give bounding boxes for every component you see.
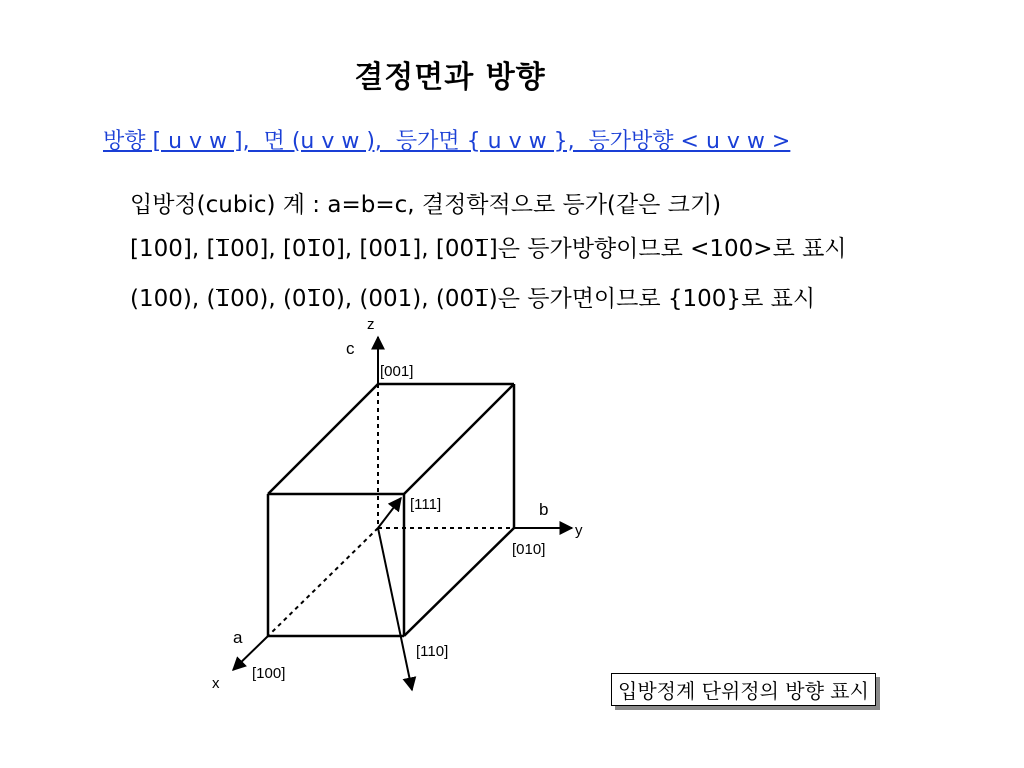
axis-y-label: y <box>575 522 583 539</box>
cube-edge <box>404 384 514 494</box>
overbar-digit: 1 <box>215 286 231 312</box>
figure-caption: 입방정계 단위정의 방향 표시 <box>611 673 876 706</box>
direction-001-label: [001] <box>380 363 414 380</box>
direction-110-arrow <box>378 528 412 690</box>
direction-010-label: [010] <box>512 541 546 558</box>
page-title: 결정면과 방향 <box>354 60 546 95</box>
cube-edge <box>404 528 514 636</box>
text-segment: 00), (0 <box>230 286 307 312</box>
text-segment: 0], [001], [00 <box>321 236 475 262</box>
hidden-edge <box>268 528 378 636</box>
text-segment: ]은 등가방향이므로 <100>로 표시 <box>488 236 847 262</box>
notation-link[interactable]: 방향 [ u v w ], 면 (u v w ), 등가면 { u v w }, 등가방향 < u v w > <box>103 129 791 154</box>
direction-100-label: [100] <box>252 665 286 682</box>
axis-z-label: z <box>367 316 375 333</box>
text-segment: [100], [ <box>130 236 216 262</box>
overbar-digit: 1 <box>306 286 322 312</box>
direction-111-label: [111] <box>410 496 442 513</box>
axis-x-label: x <box>212 675 220 692</box>
cubic-system-text: 입방정(cubic) 계 : a=b=c, 결정학적으로 등가(같은 크기) <box>130 192 722 218</box>
overbar-digit: 1 <box>215 236 231 262</box>
overbar-digit: 1 <box>474 286 489 312</box>
axis-a-label: a <box>233 628 243 647</box>
overbar-digit: 1 <box>306 236 322 262</box>
text-segment: 0), (001), (00 <box>321 286 475 312</box>
axis-c-label: c <box>346 339 355 358</box>
text-segment: (100), ( <box>130 286 216 312</box>
direction-110-label: [110] <box>416 643 449 660</box>
axis-b-label: b <box>539 500 549 519</box>
text-segment: 00], [0 <box>230 236 307 262</box>
text-segment: )은 등가면이므로 {100}로 표시 <box>488 286 816 312</box>
overbar-digit: 1 <box>474 236 489 262</box>
cube-edge <box>268 384 378 494</box>
direction-111-arrow <box>378 498 401 528</box>
